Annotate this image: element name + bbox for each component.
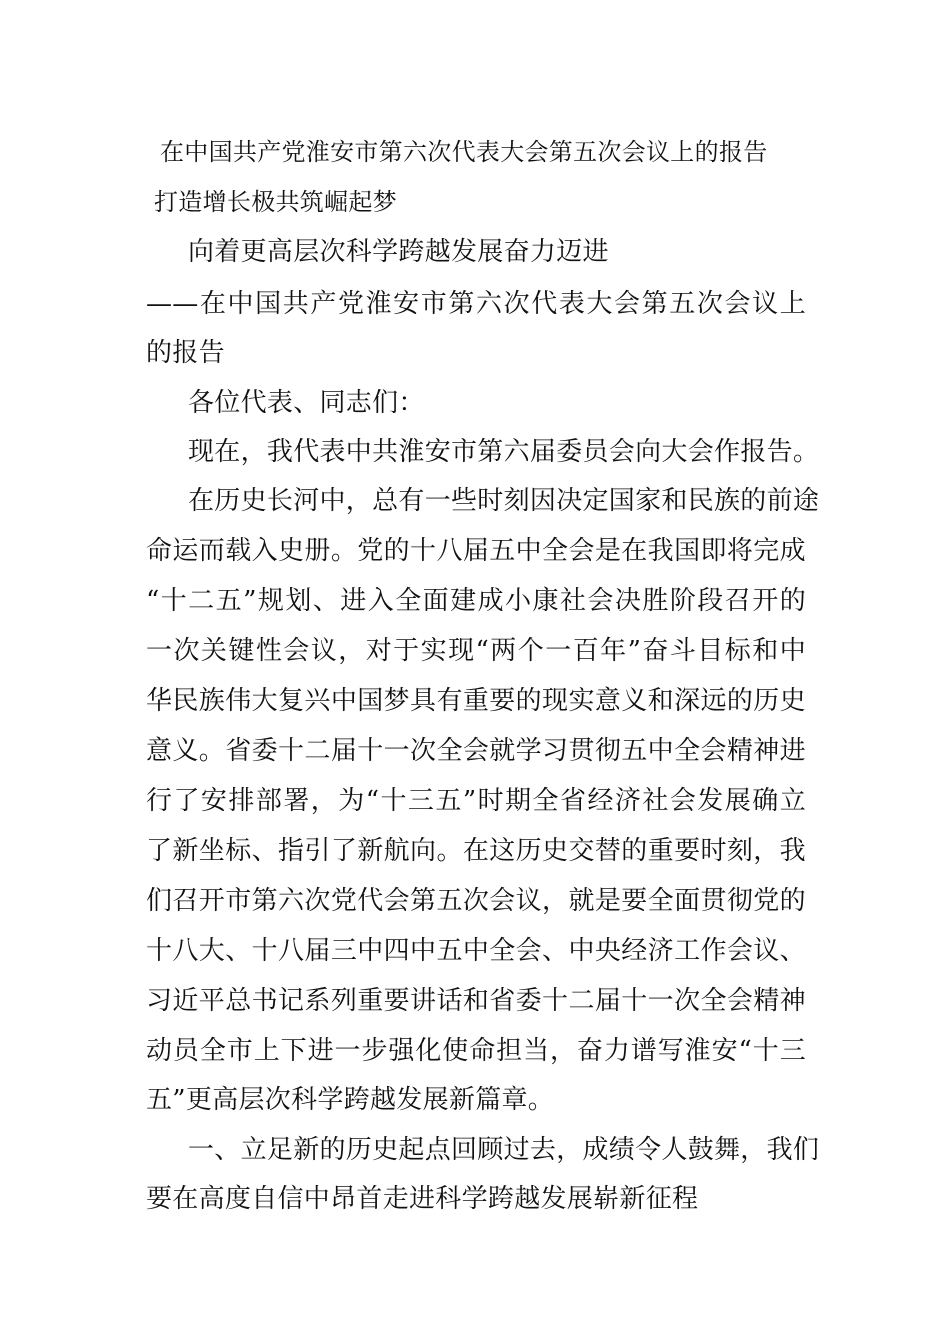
intro-sentence: 现在，我代表中共淮安市第六届委员会向大会作报告。 [188,437,820,467]
subheading-line-end: 的报告 [146,338,225,368]
paragraph-line: 了新坐标、指引了新航向。在这历史交替的重要时刻，我 [146,836,806,866]
paragraph-line: 们召开市第六次党代会第五次会议，就是要全面贯彻党的 [146,886,806,916]
paragraph-line: 习近平总书记系列重要讲话和省委十二届十一次全会精神 [146,986,806,1016]
section-heading-line-end: 要在高度自信中昂首走进科学跨越发展崭新征程 [146,1184,699,1214]
salutation: 各位代表、同志们： [188,388,425,418]
paragraph-line: 动员全市上下进一步强化使命担当，奋力谱写淮安“十三 [146,1036,806,1066]
paragraph-line: 意义。省委十二届十一次全会就学习贯彻五中全会精神进 [146,736,806,766]
heading-line: 向着更高层次科学跨越发展奋力迈进 [188,237,609,267]
paragraph-line: 行了安排部署，为“十三五”时期全省经济社会发展确立 [146,786,806,816]
paragraph-line-end: 五”更高层次科学跨越发展新篇章。 [146,1085,555,1115]
paragraph-line: 在历史长河中，总有一些时刻因决定国家和民族的前途 [188,486,820,516]
paragraph-line: “十二五”规划、进入全面建成小康社会决胜阶段召开的 [146,586,806,616]
section-heading-line: 一、立足新的历史起点回顾过去，成绩令人鼓舞，我们 [188,1135,820,1165]
report-subtitle: 打造增长极共筑崛起梦 [154,188,397,216]
paragraph-line: 一次关键性会议，对于实现“两个一百年”奋斗目标和中 [146,636,806,666]
paragraph-line: 华民族伟大复兴中国梦具有重要的现实意义和深远的历史 [146,686,806,716]
subheading-line: ——在中国共产党淮安市第六次代表大会第五次会议上 [146,289,806,319]
paragraph-line: 十八大、十八届三中四中五中全会、中央经济工作会议、 [146,936,806,966]
report-title: 在中国共产党淮安市第六次代表大会第五次会议上的报告 [160,138,768,166]
paragraph-line: 命运而载入史册。党的十八届五中全会是在我国即将完成 [146,536,806,566]
